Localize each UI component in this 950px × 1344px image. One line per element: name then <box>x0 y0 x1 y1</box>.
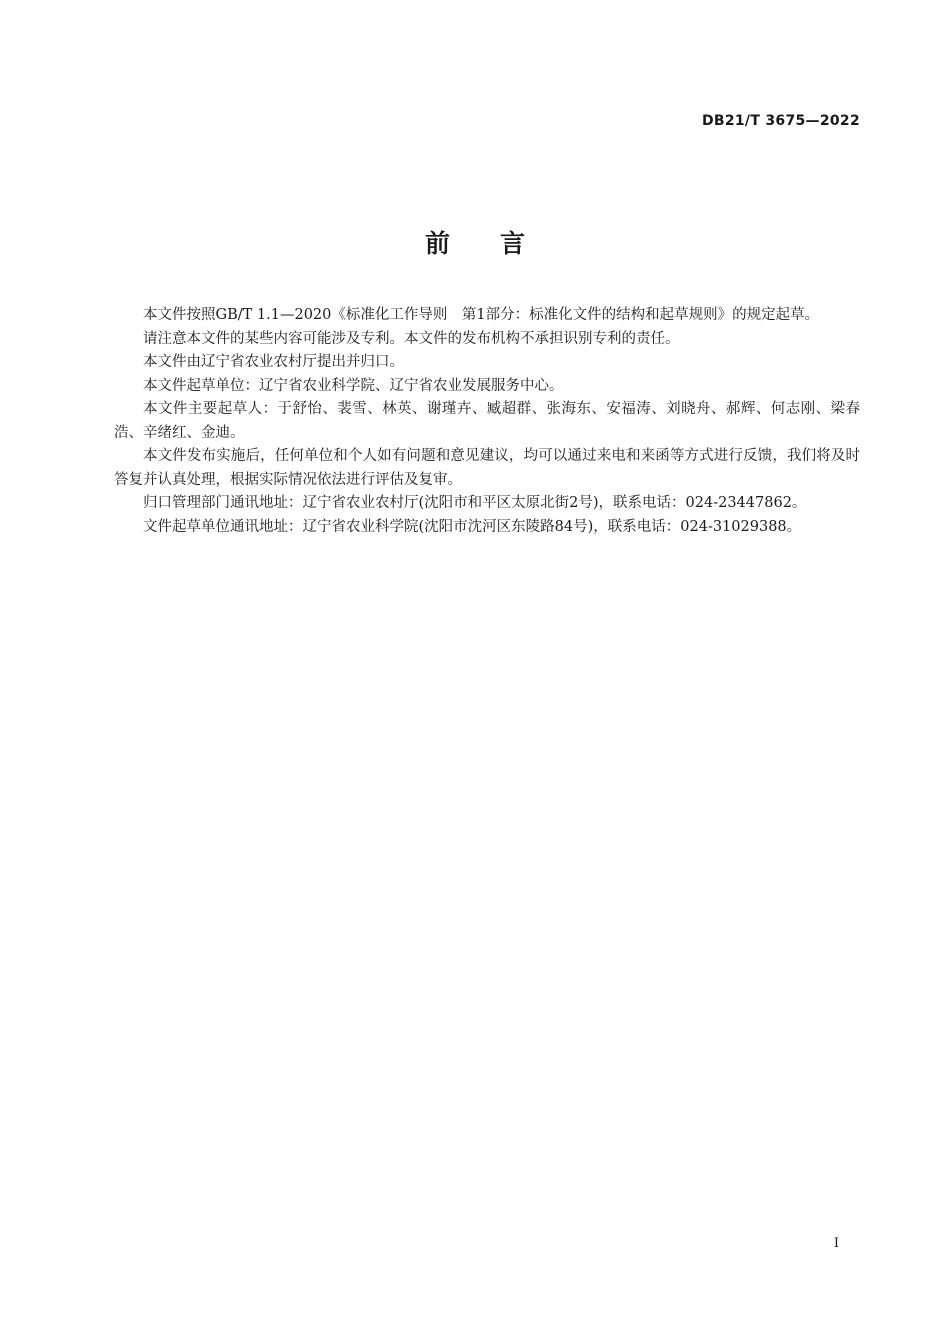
paragraph-feedback: 本文件发布实施后，任何单位和个人如有问题和意见建议，均可以通过来电和来函等方式进行反馈，我们将及时答复并认真处理，根据实际情况依法进行评估及复审。 <box>114 448 860 488</box>
paragraph-admin-contact: 归口管理部门通讯地址：辽宁省农业农村厅(沈阳市和平区太原北街2号)，联系电话：024-23447862。 <box>143 495 807 511</box>
document-code: DB21/T 3675—2022 <box>701 113 860 129</box>
paragraph-drafting-units: 本文件起草单位：辽宁省农业科学院、辽宁省农业发展服务中心。 <box>143 377 564 394</box>
page-number: I <box>833 1236 839 1251</box>
paragraph-proposer: 本文件由辽宁省农业农村厅提出并归口。 <box>143 354 404 370</box>
foreword-body <box>114 304 860 539</box>
paragraph-drafters: 本文件主要起草人：于舒怡、裴雪、林英、谢瑾卉、臧超群、张海东、安福涛、刘晓舟、郝辉、何志刚、梁春浩、辛绪红、金迪。 <box>114 401 860 441</box>
paragraph-standard-basis: 本文件按照GB/T 1.1—2020《标准化工作导则 第1部分：标准化文件的结构和起草规则》的规定起草。 <box>143 307 820 323</box>
page-title: 前言 <box>424 229 575 258</box>
paragraph-drafter-contact: 文件起草单位通讯地址：辽宁省农业科学院(沈阳市沈河区东陵路84号)，联系电话：024-31029388。 <box>143 518 802 535</box>
paragraph-patent-notice: 请注意本文件的某些内容可能涉及专利。本文件的发布机构不承担识别专利的责任。 <box>143 330 680 347</box>
